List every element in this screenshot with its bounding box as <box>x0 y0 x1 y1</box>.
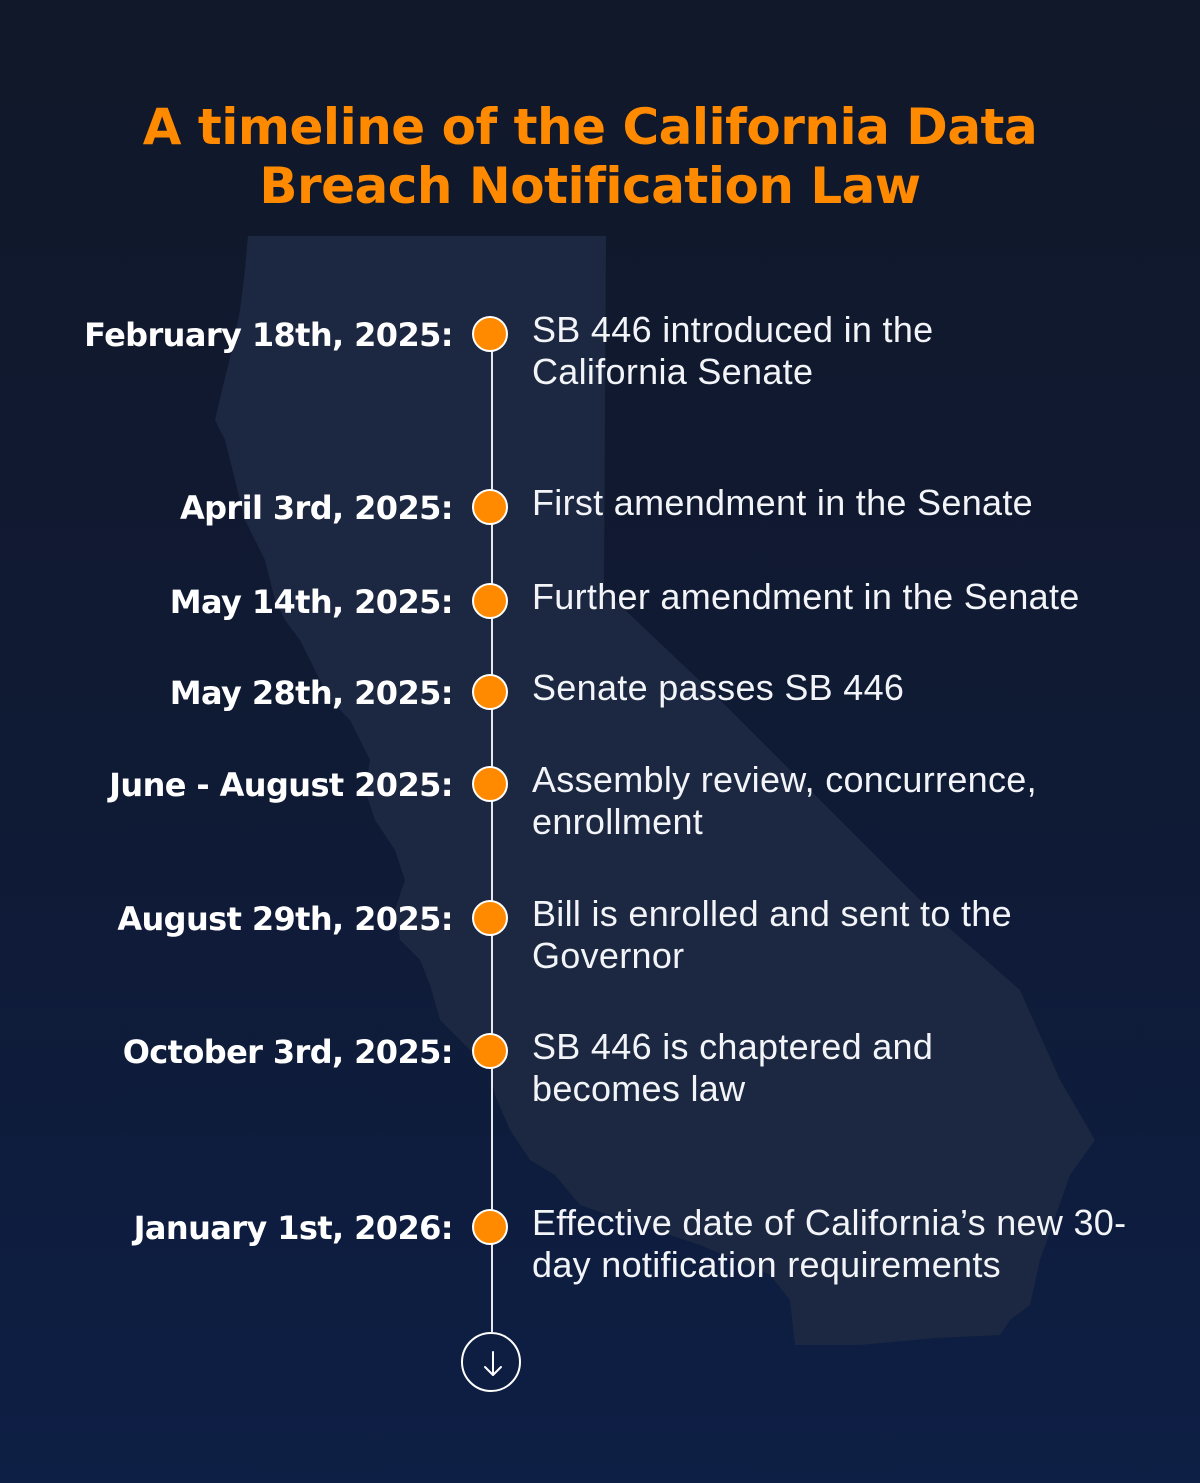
event-date: June - August 2025: <box>109 766 453 804</box>
page-title: A timeline of the California Data Breach Notification Law <box>142 98 1038 215</box>
event-date: January 1st, 2026: <box>133 1209 453 1247</box>
event-description: Effective date of California’s new 30-day notification requirements <box>532 1202 1127 1285</box>
timeline-dot <box>472 1209 508 1245</box>
timeline-event <box>0 576 1200 621</box>
timeline-event <box>0 759 1200 842</box>
timeline-event <box>0 309 1200 392</box>
timeline-dot <box>472 316 508 352</box>
event-date: February 18th, 2025: <box>84 316 453 354</box>
event-description: SB 446 introduced in the California Senate <box>532 309 934 392</box>
timeline-event <box>0 893 1200 976</box>
event-date: May 14th, 2025: <box>169 583 453 621</box>
event-description: Further amendment in the Senate <box>532 576 1080 617</box>
arrow-down-icon <box>461 1332 521 1392</box>
timeline-dot <box>472 900 508 936</box>
event-date: August 29th, 2025: <box>117 900 453 938</box>
event-description: Bill is enrolled and sent to the Governor <box>532 893 1012 976</box>
event-description: SB 446 is chaptered and becomes law <box>532 1026 934 1109</box>
timeline-dot <box>472 489 508 525</box>
event-description: Assembly review, concurrence, enrollment <box>532 759 1037 842</box>
timeline-event <box>0 1202 1200 1285</box>
timeline-event <box>0 667 1200 712</box>
timeline-line <box>491 334 493 1332</box>
timeline-dot <box>472 674 508 710</box>
timeline-dot <box>472 766 508 802</box>
event-date: April 3rd, 2025: <box>179 489 453 527</box>
event-date: October 3rd, 2025: <box>122 1033 453 1071</box>
event-date: May 28th, 2025: <box>169 674 453 712</box>
timeline-event <box>0 1026 1200 1109</box>
timeline-dot <box>472 583 508 619</box>
timeline-event <box>0 482 1200 527</box>
event-description: First amendment in the Senate <box>532 482 1033 523</box>
timeline-dot <box>472 1033 508 1069</box>
event-description: Senate passes SB 446 <box>532 667 905 708</box>
